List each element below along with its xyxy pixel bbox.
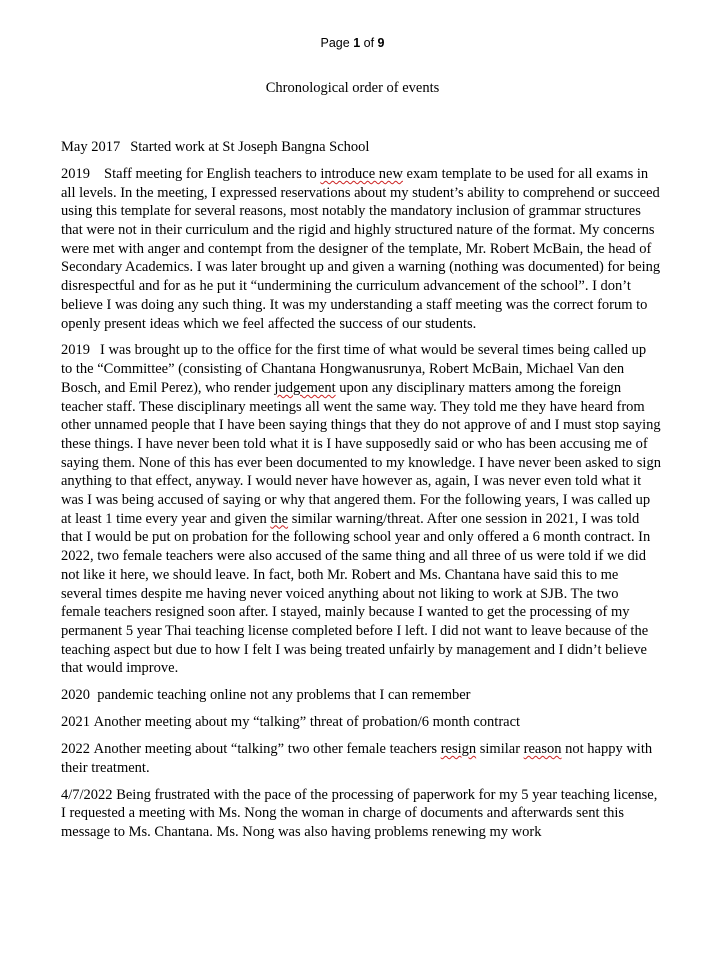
entry-2022 [61,740,661,777]
document-title: Chronological order of events [265,80,440,96]
spellcheck-marked-text: reason [523,741,562,758]
entry-text-continued: exam template to be used for all exams in all levels. In the meeting, I expressed reservations about my student’s ability to comprehend or succeed using this template for several reasons, most notably the mandatory inclusion of grammar structures that were not in their curriculum and the rigid and highly structured nature of the format. My concerns were met with anger and contempt from the designer of the template, Mr. Robert McBain, the head of Secondary Academics. I was later brought up and given a warning (nothing was documented) for being disrespectful and for as he put it “undermining the curriculum advancement of the school”. I don’t believe I was doing any such thing. It was my understanding a staff meeting was the correct forum to openly present ideas which we feel affected the success of our students. [61,165,661,332]
entry-text: pandemic teaching online not any problems that I can remember [97,687,471,704]
entry-text: Staff meeting for English teachers to [104,165,321,182]
entry-2019-committee [61,341,661,678]
entry-2021 [61,713,661,732]
spellcheck-marked-text: resign [440,741,477,758]
entry-text-continued: similar [476,741,524,758]
entry-date: 4/7/2022 [61,786,113,803]
entry-2019-staff-meeting [61,165,661,333]
spellcheck-marked-text: the [270,510,289,527]
entry-date: 2019 [61,342,90,359]
entry-date: 2021 [61,714,90,731]
entry-2020 [61,686,661,705]
entry-date: 2019 [61,165,90,182]
current-page-number: 1 [353,36,361,50]
entry-text: Started work at St Joseph Bangna School [130,139,370,155]
entry-text: I was brought up to the office for the first time of what would be several times being called up to the “Committee” (consisting of Chantana Hongwanusrunya, Robert McBain, Michael Van den Bosch, and Emil Perez), who render [61,342,647,396]
page-label: Page [320,36,350,50]
entry-date: 2020 [61,687,90,704]
spellcheck-marked-text: introduce new [320,165,403,182]
entry-text-end: not happy with their treatment. [61,741,653,776]
total-pages-number: 9 [377,36,385,50]
entry-date: 2022 [61,741,90,758]
entry-text: Another meeting about “talking” two other female teachers [93,741,441,758]
of-label: of [363,36,375,50]
entry-text-continued: upon any disciplinary matters among the foreign teacher staff. These disciplinary meetings all went the same way. They told me they have heard from other unnamed people that I have been saying things that they do not approve of and I must stop saying these things. I have never been told what it is I have supposedly said or who has been accusing me of saying them. None of this has ever been documented to my knowledge. I have never been asked to sign anything to that effect, anyway. I would never have however as, again, I was never even told what it was I was being accused of saying or why that angered them. For the following years, I was called up at least 1 time every year and given [61,379,661,527]
document-body [61,138,661,850]
spellcheck-marked-text: judgement [274,379,336,396]
entry-text: Another meeting about my “talking” threat of probation/6 month contract [93,714,521,731]
entry-text: Being frustrated with the pace of the processing of paperwork for my 5 year teaching license, I requested a meeting with Ms. Nong the woman in charge of documents and afterwards sent this message to Ms. Chantana. Ms. Nong was also having problems renewing my work [61,786,658,841]
page-number-header [0,36,705,50]
entry-2017 [61,138,661,157]
entry-date: May 2017 [61,139,121,155]
entry-text-end: similar warning/threat. After one session in 2021, I was told that I would be put on probation for the following school year and only offered a 6 month contract. In 2022, two female teachers were also accused of the same thing and all three of us were told if we did not like it here, we should leave. In fact, both Mr. Robert and Ms. Chantana have said this to me several times despite me having never voiced anything about not liking to work at SJB. The two female teachers resigned soon after. I stayed, mainly because I wanted to get the processing of my permanent 5 year Thai teaching license completed before I left. I did not want to leave because of the teaching aspect but due to how I felt I was being treated unfairly by management and I didn’t believe that would improve. [61,510,651,677]
entry-4-7-2022 [61,786,661,842]
